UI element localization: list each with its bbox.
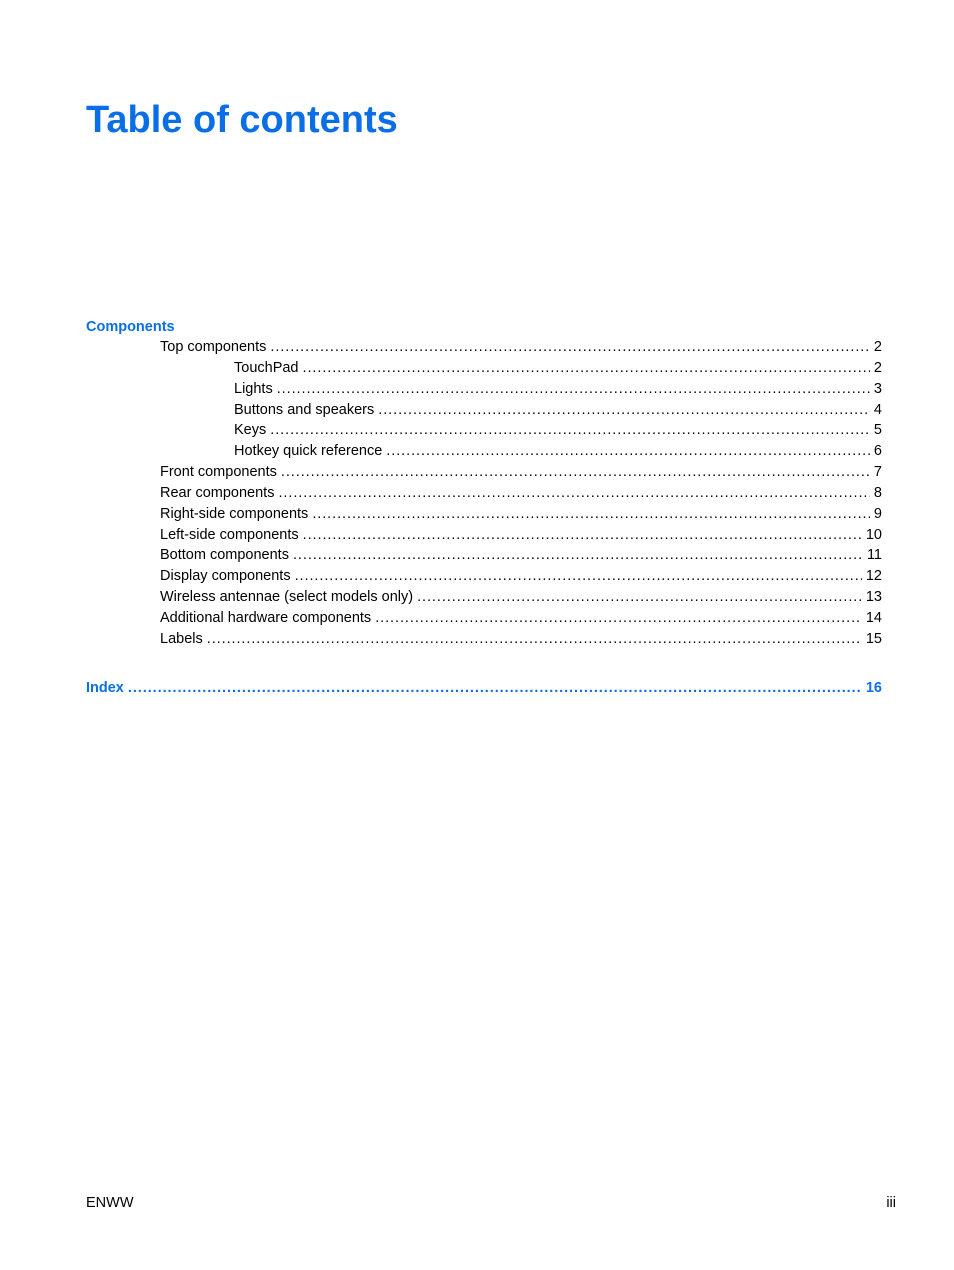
footer-doc-code: ENWW	[86, 1195, 134, 1211]
toc-entry[interactable]	[86, 462, 882, 483]
toc-dot-leader	[277, 379, 870, 400]
toc-dot-leader	[293, 545, 863, 566]
toc-entry[interactable]	[86, 545, 882, 566]
toc-entry-label: Labels	[160, 630, 203, 647]
toc-dot-leader	[278, 483, 869, 504]
toc-entry-page: 12	[865, 568, 882, 585]
toc-entry[interactable]	[86, 504, 882, 525]
toc-entry-label: Wireless antennae (select models only)	[160, 589, 414, 606]
toc-entry[interactable]	[86, 608, 882, 629]
toc-entry-page: 2	[873, 359, 882, 376]
toc-entry[interactable]	[86, 483, 882, 504]
toc-entry-page: 10	[865, 526, 882, 543]
toc-dot-leader	[281, 462, 870, 483]
toc-entry[interactable]	[86, 337, 882, 358]
toc-entry-page: 15	[865, 630, 882, 647]
toc-dot-leader	[303, 525, 862, 546]
toc-entry-label: Right-side components	[160, 505, 309, 522]
toc-dot-leader	[128, 678, 862, 699]
toc-dot-leader	[303, 358, 870, 379]
toc-entry[interactable]	[86, 525, 882, 546]
toc-index-page: 16	[865, 679, 882, 696]
toc-index-entry[interactable]	[86, 678, 882, 699]
toc-dot-leader	[270, 420, 870, 441]
toc-entry-page: 8	[873, 484, 882, 501]
toc-entry-label: Rear components	[160, 484, 275, 501]
toc-entry-label: Hotkey quick reference	[234, 443, 383, 460]
toc-entry-page: 2	[873, 339, 882, 355]
toc-dot-leader	[378, 400, 870, 421]
toc-entry-page: 9	[873, 505, 882, 522]
toc-entry-page: 11	[866, 547, 882, 564]
toc-entry-label: Additional hardware components	[160, 609, 372, 626]
toc-entry[interactable]	[86, 379, 882, 400]
toc-chapter-heading[interactable]: Components	[86, 319, 175, 335]
toc-entry-label: Lights	[234, 380, 273, 397]
page-title: Table of contents	[86, 99, 398, 141]
toc-entry[interactable]	[86, 441, 882, 462]
toc-index-label: Index	[86, 679, 124, 696]
toc-entry[interactable]	[86, 420, 882, 441]
toc-entry-page: 5	[873, 422, 882, 439]
toc-entry-label: Bottom components	[160, 547, 289, 564]
toc-dot-leader	[417, 587, 862, 608]
toc-entry[interactable]	[86, 566, 882, 587]
toc-entry-label: Buttons and speakers	[234, 401, 375, 418]
toc-entry-page: 6	[873, 443, 882, 460]
footer-page-number: iii	[886, 1195, 896, 1211]
toc-entry-label: Left-side components	[160, 526, 299, 543]
toc-entry-label: Display components	[160, 568, 291, 585]
toc-entry-label: Top components	[160, 339, 267, 355]
toc-dot-leader	[207, 629, 862, 650]
toc-dot-leader	[312, 504, 870, 525]
toc-dot-leader	[270, 337, 870, 358]
toc-entry[interactable]	[86, 358, 882, 379]
toc-entry[interactable]	[86, 400, 882, 421]
toc-entry-label: Front components	[160, 464, 277, 481]
toc-entry-page: 13	[865, 589, 882, 606]
toc-entry-page: 7	[873, 464, 882, 481]
toc-entry-page: 14	[865, 609, 882, 626]
toc-dot-leader	[295, 566, 862, 587]
toc-entry-label: Keys	[234, 422, 267, 439]
toc-entry-page: 4	[873, 401, 882, 418]
table-of-contents	[86, 317, 882, 699]
toc-entry-page: 3	[873, 380, 882, 397]
toc-dot-leader	[386, 441, 870, 462]
toc-entry[interactable]	[86, 587, 882, 608]
toc-entry[interactable]	[86, 629, 882, 650]
toc-dot-leader	[375, 608, 862, 629]
toc-entry-label: TouchPad	[234, 359, 299, 376]
